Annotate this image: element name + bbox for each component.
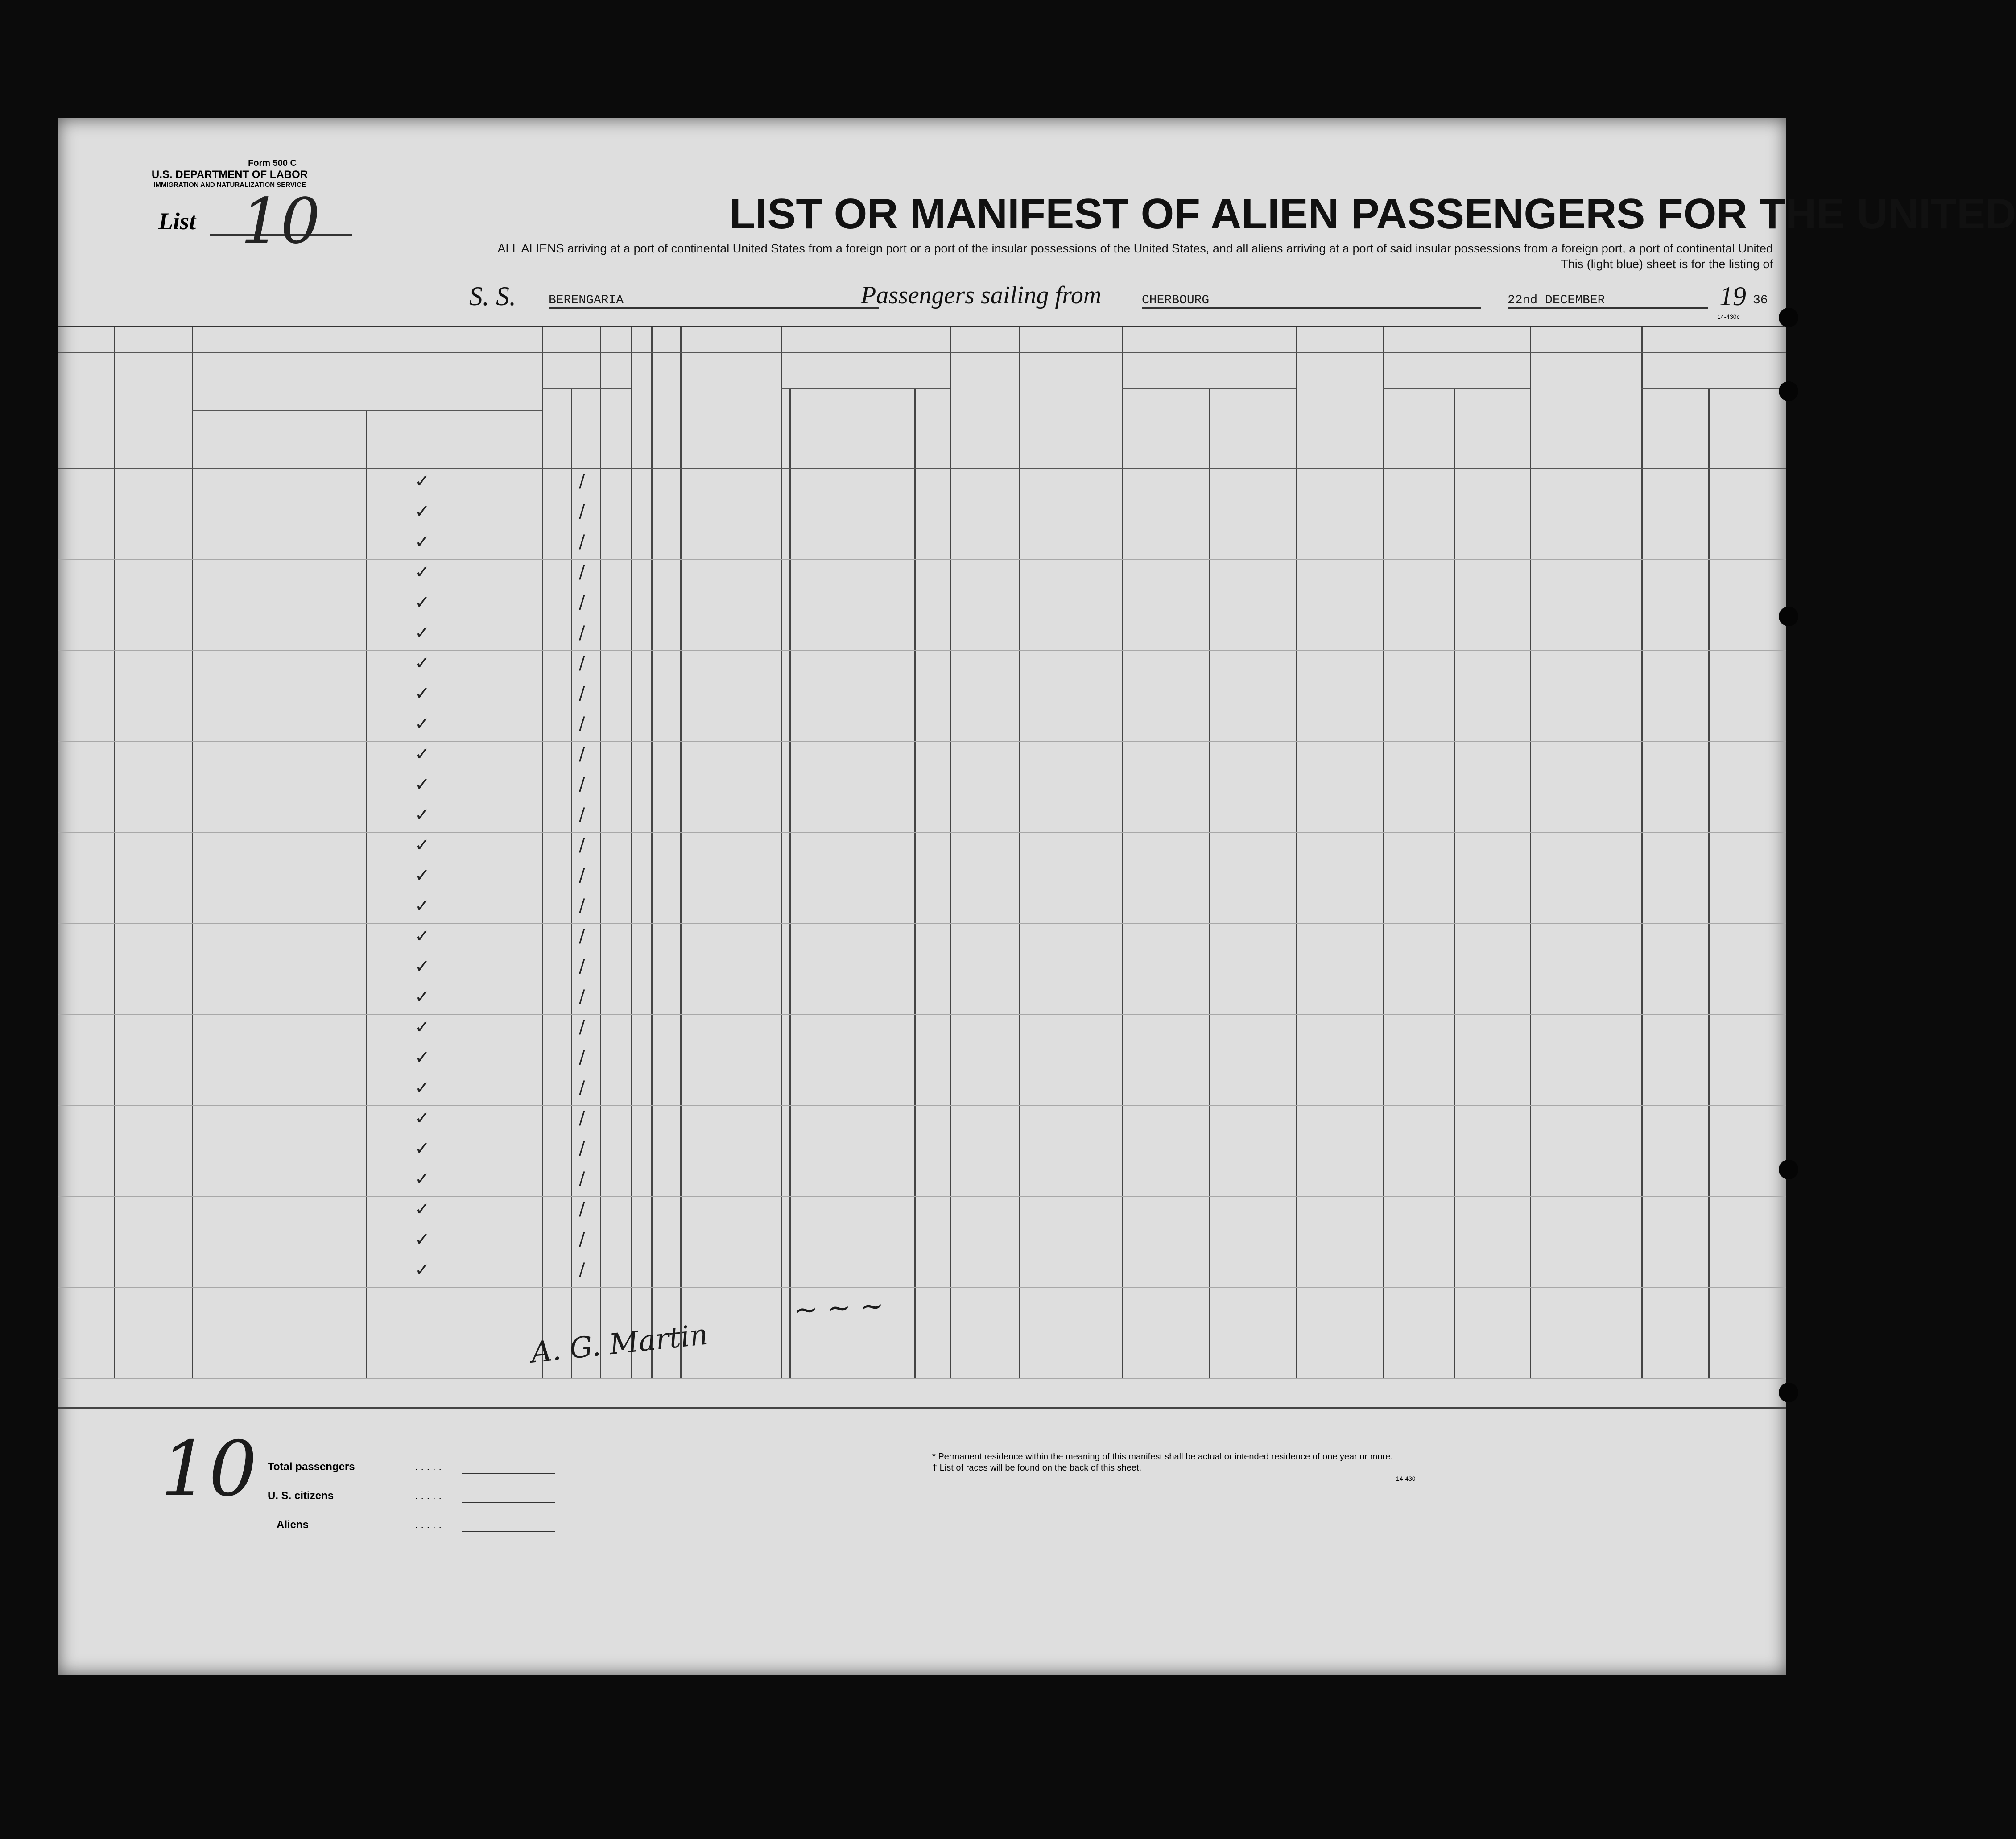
check-mark: ✓ <box>415 653 430 674</box>
dash-mark: / <box>579 835 585 855</box>
column-number-rule <box>58 352 1786 353</box>
header-top-rule <box>58 326 1786 327</box>
us-citizens-label: U. S. citizens <box>268 1490 334 1502</box>
manifest-table <box>58 326 1786 1396</box>
footer-rule <box>58 1407 1786 1409</box>
dash-mark: / <box>579 1108 585 1128</box>
row-rule <box>58 923 1786 924</box>
manifest-sheet <box>58 118 2016 1675</box>
sub-column-divider <box>1209 388 1210 1378</box>
sub-column-divider <box>571 388 572 1378</box>
dash-mark: / <box>579 865 585 886</box>
binder-hole <box>1779 381 1798 401</box>
footer-note-races: † List of races will be found on the back of this sheet. <box>932 1463 1142 1473</box>
dash-mark: / <box>579 1047 585 1068</box>
column-divider <box>781 326 782 1378</box>
check-mark: ✓ <box>415 471 430 492</box>
binder-hole <box>1779 1383 1798 1402</box>
column-divider <box>680 326 682 1378</box>
check-mark: ✓ <box>415 956 430 977</box>
aliens-label: Aliens <box>277 1519 309 1531</box>
column-divider <box>1122 326 1123 1378</box>
total-passengers-label: Total passengers <box>268 1461 355 1473</box>
sub-column-divider <box>1454 388 1455 1378</box>
check-mark: ✓ <box>415 623 430 643</box>
dash-mark: / <box>579 501 585 522</box>
check-mark: ✓ <box>415 987 430 1007</box>
header-sub-rule <box>1383 388 1530 389</box>
sailing-date: 22nd DECEMBER <box>1508 293 1708 309</box>
corner-code: 14-430c <box>1717 313 1740 320</box>
check-mark: ✓ <box>415 714 430 734</box>
service-name: IMMIGRATION AND NATURALIZATION SERVICE <box>153 181 306 189</box>
column-divider <box>631 326 632 1378</box>
row-rule <box>58 1196 1786 1197</box>
check-mark: ✓ <box>415 774 430 795</box>
sub-column-divider <box>914 388 916 1378</box>
check-mark: ✓ <box>415 1199 430 1219</box>
check-mark: ✓ <box>415 592 430 613</box>
header-sub-rule <box>542 388 631 389</box>
header-sub-rule <box>1641 388 1786 389</box>
department-name: U.S. DEPARTMENT OF LABOR <box>151 169 308 181</box>
column-divider <box>1641 326 1643 1378</box>
column-divider <box>542 326 543 1378</box>
form-number: Form 500 C <box>248 158 297 168</box>
check-mark: ✓ <box>415 1078 430 1098</box>
footer-code: 14-430 <box>1396 1475 1416 1482</box>
column-divider <box>192 326 193 1378</box>
column-divider <box>950 326 951 1378</box>
sub-column-divider <box>366 410 367 1378</box>
check-mark: ✓ <box>415 896 430 916</box>
header-bottom-rule <box>58 468 1786 469</box>
check-mark: ✓ <box>415 1260 430 1280</box>
check-mark: ✓ <box>415 805 430 825</box>
form-header-block <box>145 158 314 189</box>
ship-name: BERENGARIA <box>549 293 879 309</box>
check-mark: ✓ <box>415 562 430 583</box>
dash-mark: / <box>579 653 585 674</box>
check-mark: ✓ <box>415 835 430 855</box>
header-sub-rule <box>1122 388 1296 389</box>
dash-mark: / <box>579 683 585 704</box>
dash-mark: / <box>579 592 585 613</box>
row-rule <box>58 559 1786 560</box>
header-sub-rule <box>192 410 542 411</box>
check-mark: ✓ <box>415 926 430 946</box>
year-suffix: 36 <box>1753 293 1768 307</box>
check-mark: ✓ <box>415 1169 430 1189</box>
sub-column-divider <box>789 388 791 1378</box>
header-sub-rule <box>781 388 950 389</box>
dash-mark: / <box>579 532 585 552</box>
sailing-label: Passengers sailing from <box>861 281 1102 309</box>
ship-info-line <box>58 272 1786 321</box>
row-rule <box>58 1014 1786 1015</box>
page-title: LIST OR MANIFEST OF ALIEN PASSENGERS FOR THE UNITED <box>729 190 2016 238</box>
manifest-footer: Total passengers . . . . . U. S. citizens . . . . . Aliens . . . . . 10 * Permanent residence within the meaning of this manifest shall be actual or intended residence of one year or more. † List of races will be found on the back of this sheet. 14-430 <box>58 1407 1786 1675</box>
column-divider <box>651 326 653 1378</box>
row-rule <box>58 1105 1786 1106</box>
row-rule <box>58 832 1786 833</box>
sub-column-divider <box>1708 388 1710 1378</box>
column-divider <box>114 326 115 1378</box>
binder-hole <box>1779 607 1798 626</box>
year-prefix: 19 <box>1719 281 1746 311</box>
list-label: List <box>158 208 196 235</box>
dash-mark: / <box>579 805 585 825</box>
row-rule <box>58 1378 1786 1379</box>
subtitle-line-2: This (light blue) sheet is for the listing of <box>1561 257 1773 271</box>
departure-port: CHERBOURG <box>1142 293 1481 309</box>
page-subtitle <box>330 241 1773 272</box>
subtitle-line-1: ALL ALIENS arriving at a port of continental United States from a foreign port or a port of the insular possessions of the United States, and all aliens arriving at a port of said insular possessions from a foreign port, a port of continental United <box>497 242 1773 255</box>
dash-mark: / <box>579 896 585 916</box>
footer-handwritten-number: 10 <box>161 1425 257 1513</box>
column-divider <box>1296 326 1297 1378</box>
binder-hole <box>1779 308 1798 327</box>
dash-mark: / <box>579 1229 585 1250</box>
binder-hole <box>1779 1160 1798 1179</box>
dash-mark: / <box>579 1169 585 1189</box>
column-divider <box>1383 326 1384 1378</box>
check-mark: ✓ <box>415 532 430 552</box>
check-mark: ✓ <box>415 683 430 704</box>
dash-mark: / <box>579 987 585 1007</box>
purser-signature: A. G. Martin <box>529 1318 710 1370</box>
dash-mark: / <box>579 562 585 583</box>
dash-mark: / <box>579 1017 585 1037</box>
dash-mark: / <box>579 1138 585 1159</box>
row-rule <box>58 1287 1786 1288</box>
dash-mark: / <box>579 471 585 492</box>
check-mark: ✓ <box>415 744 430 765</box>
check-mark: ✓ <box>415 501 430 522</box>
row-rule <box>58 741 1786 742</box>
dash-mark: / <box>579 714 585 734</box>
inspector-signature: ~ ~ ~ <box>793 1289 885 1327</box>
check-mark: ✓ <box>415 865 430 886</box>
dash-mark: / <box>579 1260 585 1280</box>
dash-mark: / <box>579 774 585 795</box>
check-mark: ✓ <box>415 1017 430 1037</box>
dash-mark: / <box>579 744 585 765</box>
dash-mark: / <box>579 956 585 977</box>
column-divider <box>1530 326 1531 1378</box>
footer-note-residence: * Permanent residence within the meaning of this manifest shall be actual or intended residence of one year or more. <box>932 1452 1393 1462</box>
row-rule <box>58 650 1786 651</box>
column-divider <box>1019 326 1020 1378</box>
check-mark: ✓ <box>415 1108 430 1128</box>
ss-label: S. S. <box>469 281 516 311</box>
dash-mark: / <box>579 623 585 643</box>
check-mark: ✓ <box>415 1229 430 1250</box>
dash-mark: / <box>579 1078 585 1098</box>
list-number: 10 <box>241 185 321 258</box>
dash-mark: / <box>579 926 585 946</box>
dash-mark: / <box>579 1199 585 1219</box>
check-mark: ✓ <box>415 1138 430 1159</box>
check-mark: ✓ <box>415 1047 430 1068</box>
column-divider <box>600 326 601 1378</box>
